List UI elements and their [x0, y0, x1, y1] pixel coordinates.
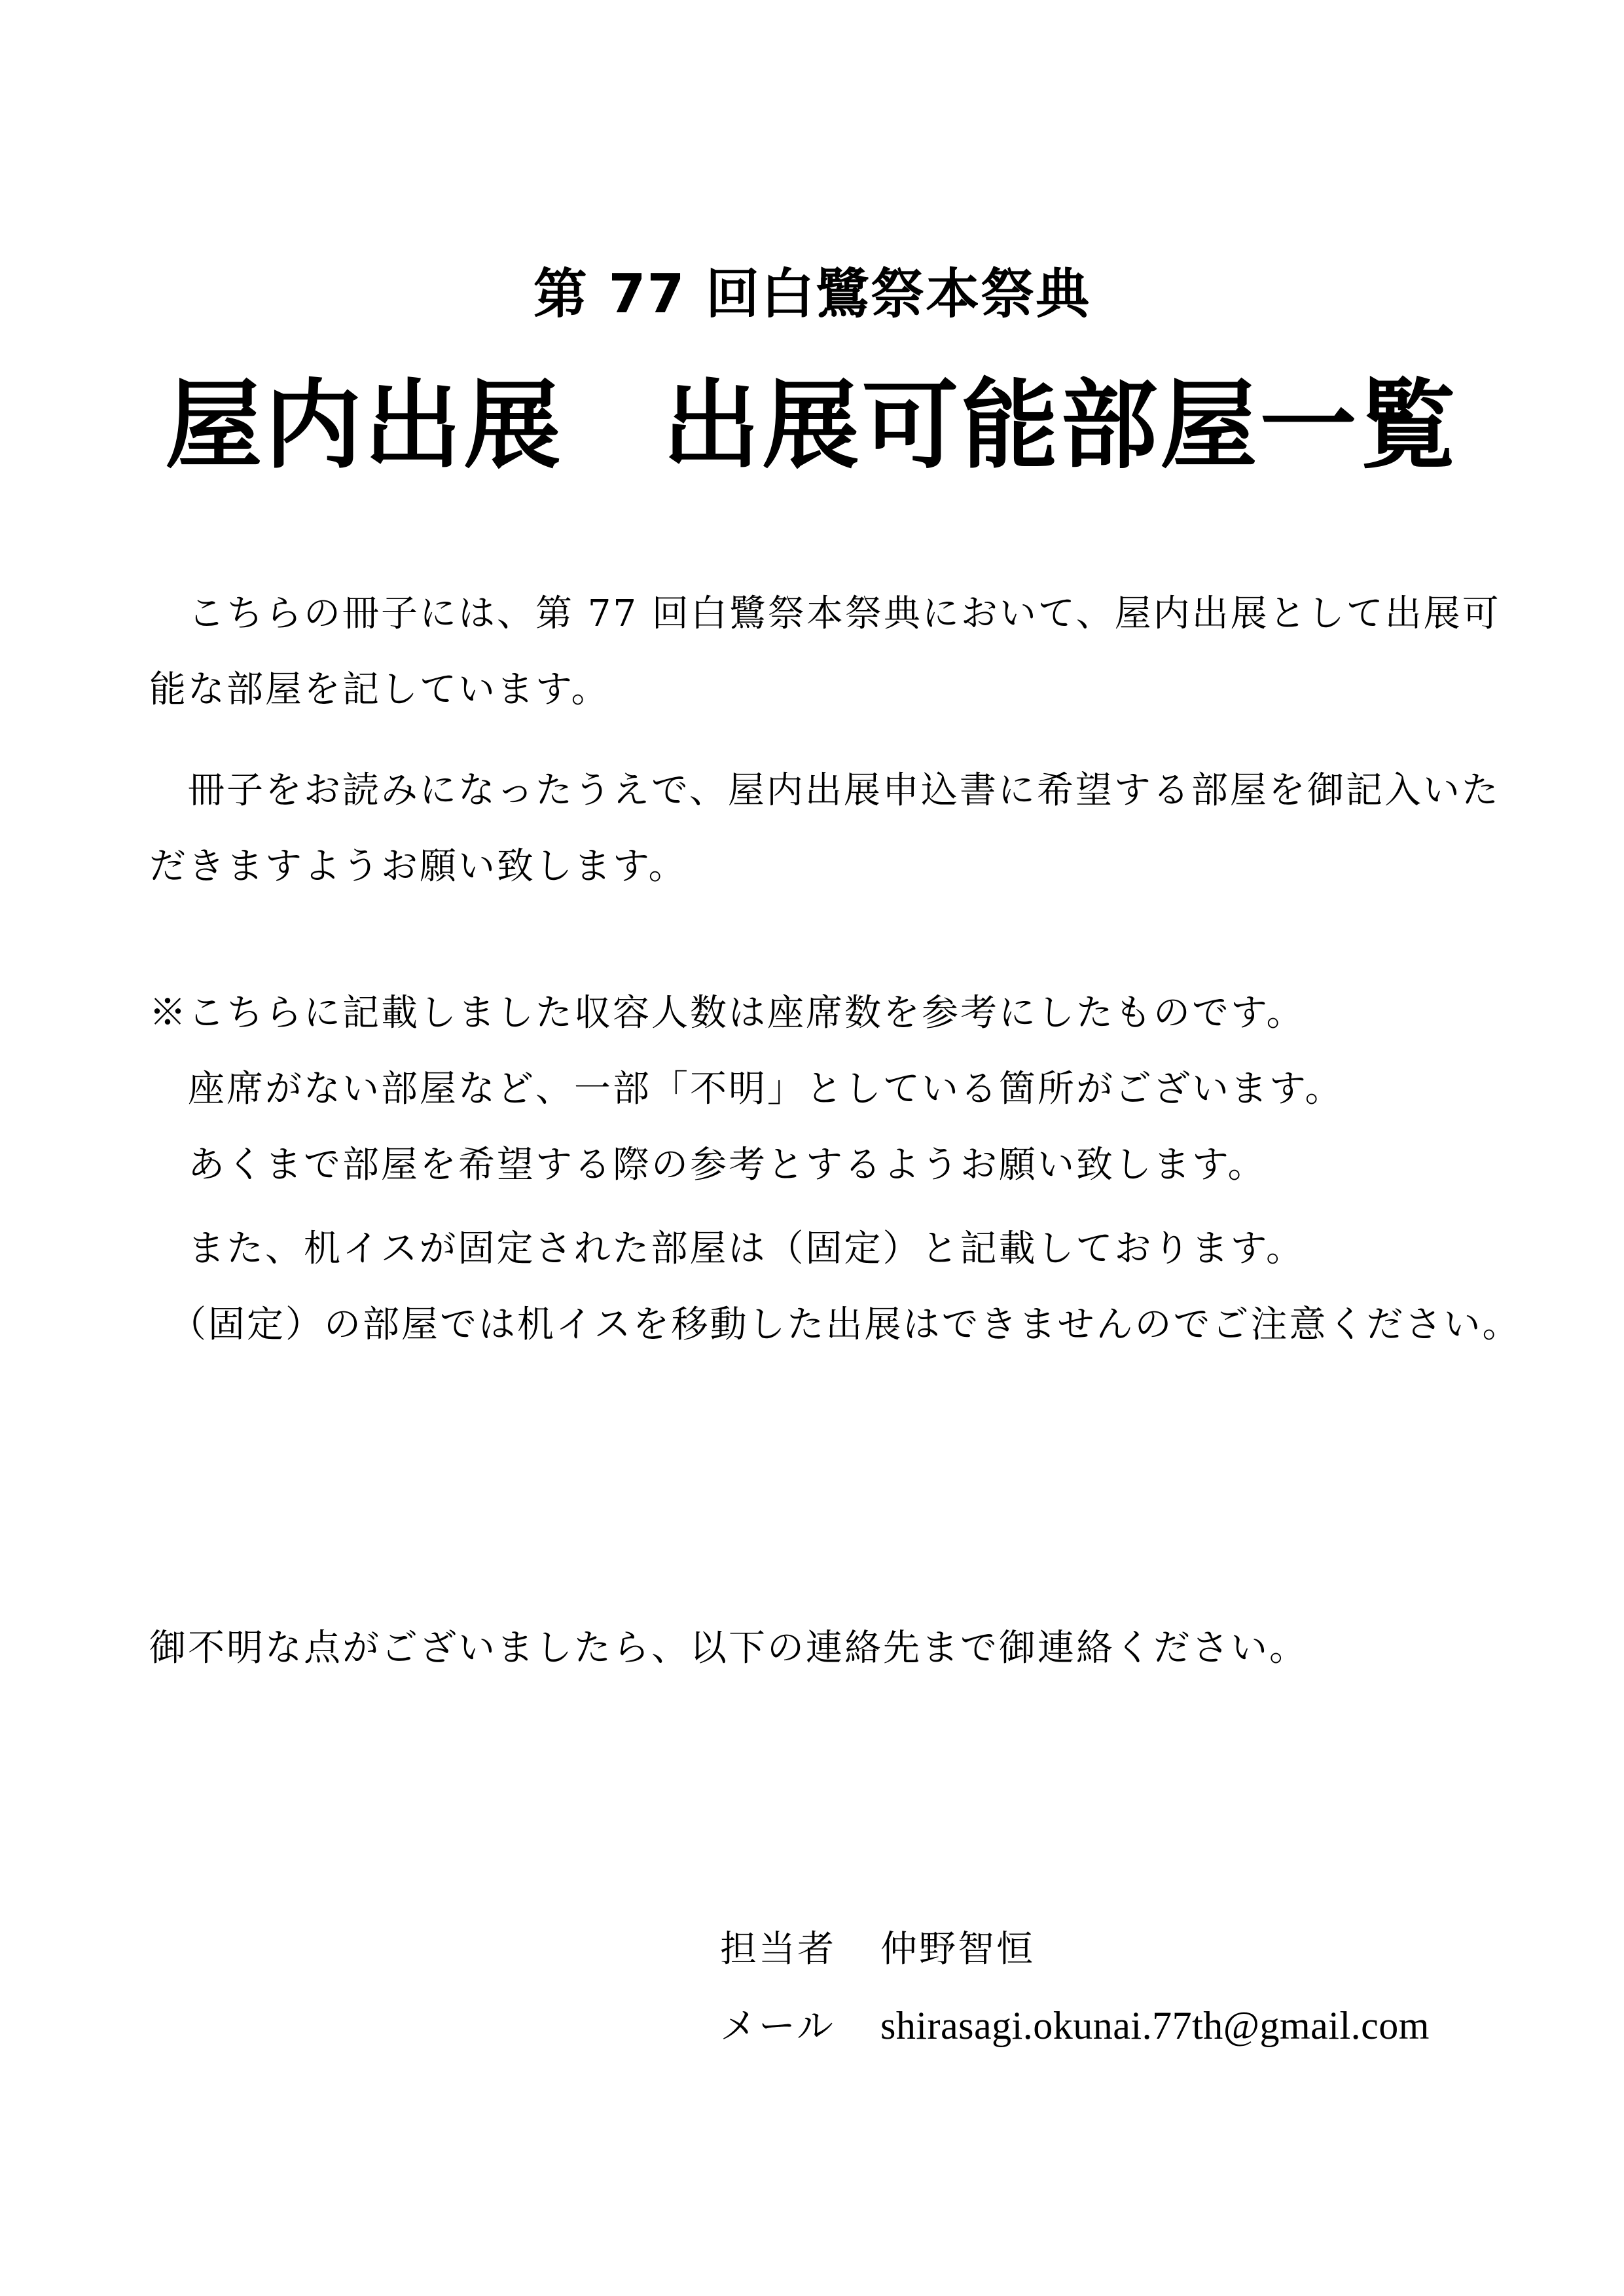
contact-signature — [720, 1912, 1430, 2064]
contact-person-name: 仲野智恒 — [880, 1928, 1035, 1971]
intro-paragraph-1-line: こちらの冊子には、第 77 回白鷺祭本祭典において、屋内出展として出展可 — [149, 592, 1501, 635]
contact-email-address[interactable]: shirasagi.okunai.77th@gmail.com — [880, 2004, 1430, 2047]
intro-paragraph-1 — [149, 576, 1501, 728]
contact-email-row — [720, 1988, 1430, 2064]
capacity-note-line: 座席がない部屋など、一部「不明」としている箇所がございます。 — [149, 1068, 1344, 1110]
contact-intro — [149, 1611, 1485, 1686]
intro-paragraph-2-line: 冊子をお読みになったうえで、屋内出展申込書に希望する部屋を御記入いた — [149, 769, 1500, 812]
document-subtitle: 第 77 回白鷺祭本祭典 — [533, 263, 1091, 325]
contact-intro-text: 御不明な点がございましたら、以下の連絡先まで御連絡ください。 — [149, 1627, 1308, 1669]
document-title: 屋内出展 出展可能部屋一覧 — [165, 369, 1459, 482]
intro-paragraph-1-line: 能な部屋を記しています。 — [149, 668, 610, 711]
contact-person-row — [720, 1912, 1430, 1988]
capacity-note-line: あくまで部屋を希望する際の参考とするようお願い致します。 — [149, 1144, 1267, 1186]
fixed-room-note-line: また、机イスが固定された部屋は（固定）と記載しております。 — [149, 1228, 1305, 1270]
fixed-room-notes — [149, 1211, 1521, 1363]
contact-person-label: 担当者 — [720, 1928, 836, 1971]
fixed-room-note-line: （固定）の部屋では机イスを移動した出展はできませんのでご注意ください。 — [149, 1303, 1521, 1346]
contact-email-label: メール — [720, 2005, 835, 2048]
intro-paragraph-2-line: だきますようお願い致します。 — [149, 845, 687, 888]
capacity-notes — [149, 975, 1485, 1203]
intro-paragraph-2 — [149, 753, 1500, 905]
capacity-note-line: ※こちらに記載しました収容人数は座席数を参考にしたものです。 — [149, 992, 1305, 1034]
